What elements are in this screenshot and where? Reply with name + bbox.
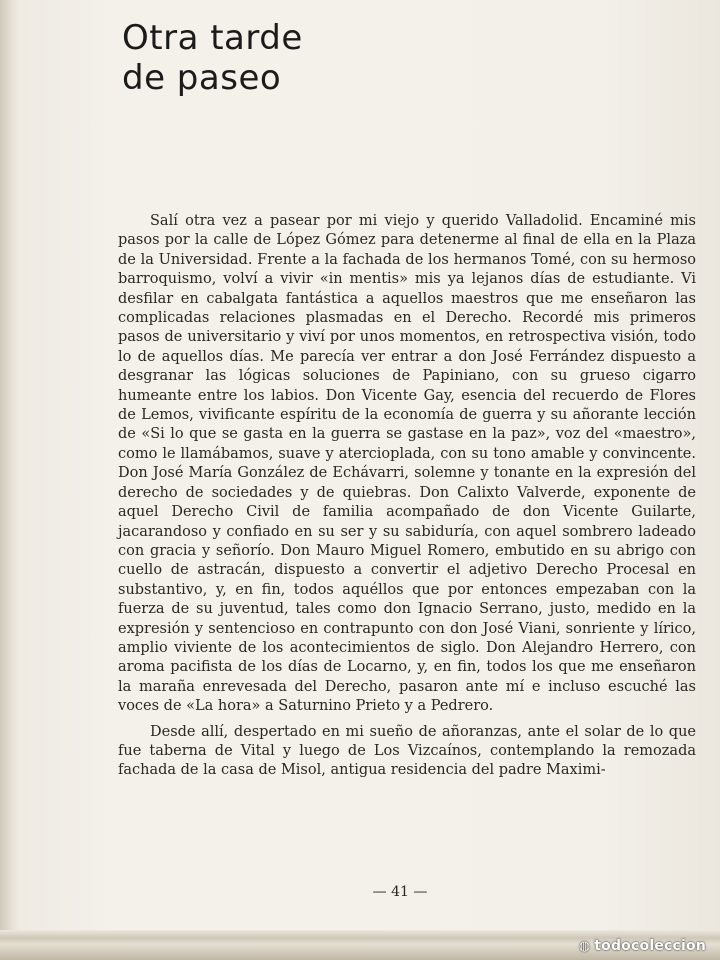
watermark-logo-icon: ◍ (578, 938, 591, 954)
chapter-title-line-1: Otra tarde (122, 18, 303, 58)
watermark-text: todocoleccion (594, 938, 706, 954)
watermark (579, 938, 706, 954)
page-fold-shadow (0, 0, 12, 935)
paragraph-1: Salí otra vez a pasear por mi viejo y querido Valladolid. Encaminé mis pasos por la calle de López Gómez para detenerme al final de ella en la Plaza de la Universidad. Frente a la fachada de los hermanos Tomé, con su hermoso barroquismo, volví a vivir «in mentis» mis ya lejanos días de estudiante. Vi desfilar en cabalgata fantástica a aquellos maestros que me enseñaron las complicadas relaciones plasmadas en el Derecho. Recordé mis primeros pasos de universitario y viví por unos momentos, en retrospectiva visión, todo lo de aquellos días. Me parecía ver entrar a don José Ferrández dispuesto a desgranar las lógicas soluciones de Papiniano, con su grueso cigarro humeante entre los labios. Don Vicente Gay, esencia del recuerdo de Flores de Lemos, vivificante espíritu de la economía de guerra y su añorante lección de «Si lo que se gasta en la guerra se gastase en la paz», voz del «maestro», como le llamábamos, suave y atercioplada, con su tono amable y convincente. Don José María González de Echávarri, solemne y tonante en la expresión del derecho de sociedades y de quiebras. Don Calixto Valverde, exponente de aquel Derecho Civil de familia acompañado de don Vicente Guilarte, jacarandoso y confiado en su ser y su sabiduría, con aquel sombrero ladeado con gracia y señorío. Don Mauro Miguel Romero, embutido en su abrigo con cuello de astracán, dispuesto a convertir el adjetivo Derecho Procesal en substantivo, y, en fin, todos aquéllos que por entonces empezaban con la fuerza de su juventud, tales como don Ignacio Serrano, justo, medido en la expresión y sentencioso en contrapunto con don José Viani, sonriente y lírico, amplio viviente de los acontecimientos de siglo. Don Alejandro Herrero, con aroma pacifista de los días de Locarno, y, en fin, todos los que me enseñaron la maraña enrevesada del Derecho, pasaron ante mí e incluso escuché las voces de «La hora» a Saturnino Prieto y a Pedrero. (118, 213, 696, 715)
paragraph-2: Desde allí, despertado en mi sueño de añoranzas, ante el solar de lo que fue taberna de Vital y luego de Los Vizcaínos, contemplando la remozada fachada de la casa de Misol, antigua residencia del padre Maximi- (118, 723, 696, 779)
chapter-title-line-2: de paseo (122, 58, 282, 98)
chapter-title (122, 18, 303, 98)
page-number: — 41 — (372, 884, 428, 900)
body-text (118, 212, 696, 781)
